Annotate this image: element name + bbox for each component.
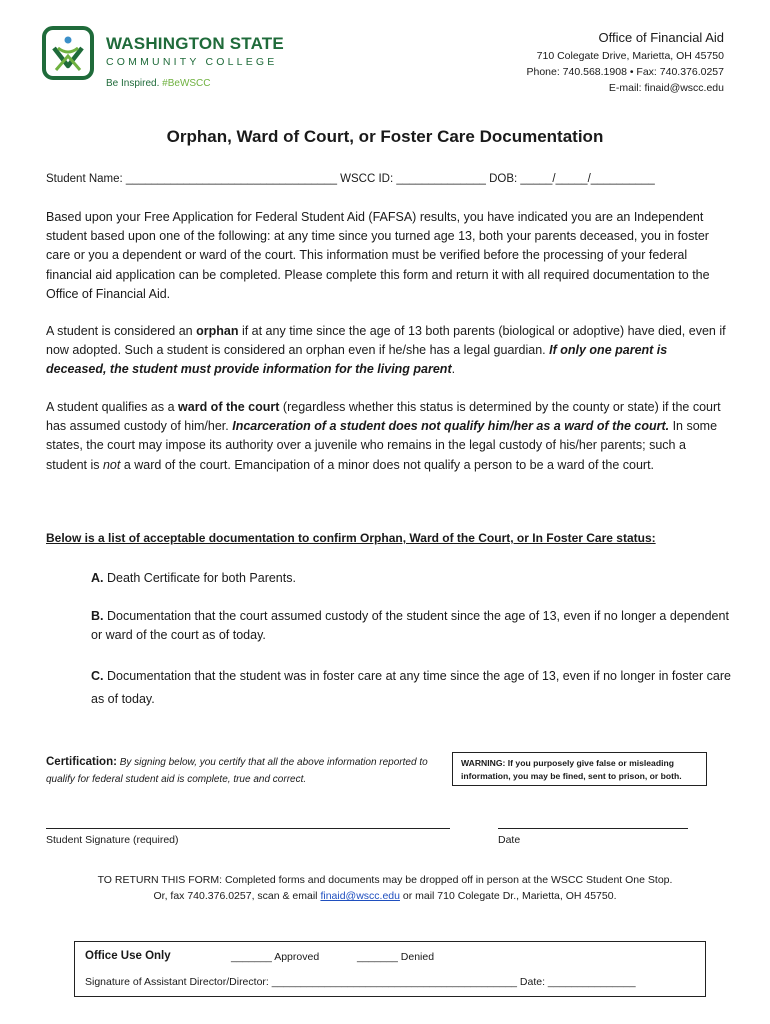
date-line[interactable] [498, 828, 688, 829]
office-email: E-mail: finaid@wscc.edu [608, 82, 724, 94]
ward-text-3: In some states, the court may impose its authority over a juvenile who remains in the legal custody of his/her parents; such a student is [46, 419, 718, 472]
ward-text-2: (regardless whether this status is determined by the county or state) if the court has assumed custody of him/her. [46, 400, 721, 434]
certification-statement [46, 754, 446, 788]
tagline [106, 78, 211, 89]
date-label: Date [498, 834, 521, 846]
tagline-text: Be Inspired. [106, 78, 163, 89]
list-item [91, 569, 731, 588]
school-name: WASHINGTON STATE [106, 34, 284, 53]
student-info-fields: Student Name: _________________________________ WSCC ID: ______________ DOB: _____/_____/__________ [46, 173, 655, 185]
list-item-text: Documentation that the court assumed custody of the student since the age of 13, even if no longer a dependent or ward of the court as of today. [91, 609, 729, 642]
office-name: Office of Financial Aid [598, 30, 724, 45]
certification-text: By signing below, you certify that all the above information reported to qualify for federal student aid is complete, true and correct. [46, 757, 428, 785]
office-use-title: Office Use Only [85, 950, 171, 962]
ward-emphasis: Incarceration of a student does not qualify him/her as a ward of the court. [232, 419, 670, 434]
ward-paragraph [46, 398, 730, 475]
orphan-text-3: . [451, 362, 456, 377]
warning-box: WARNING: If you purposely give false or misleading information, you may be fined, sent to prison, or both. [452, 752, 707, 786]
office-use-box [74, 941, 706, 997]
denied-field[interactable]: _______ Denied [357, 951, 435, 963]
list-item [91, 607, 731, 645]
signature-line[interactable] [46, 828, 450, 829]
return-instructions-line1: TO RETURN THIS FORM: Completed forms and documents may be dropped off in person at the WSCC Student One Stop. [97, 874, 673, 886]
tagline-hashtag: #BeWSCC [162, 78, 211, 89]
director-signature-field[interactable]: Signature of Assistant Director/Director: __________________________________________ Date: _______________ [85, 976, 636, 988]
list-item-letter: B. [91, 609, 104, 623]
email-link[interactable]: finaid@wscc.edu [320, 890, 400, 902]
orphan-paragraph [46, 322, 730, 380]
return-text-b: or mail 710 Colegate Dr., Marietta, OH 45750. [399, 890, 617, 902]
office-address: 710 Colegate Drive, Marietta, OH 45750 [536, 50, 724, 62]
page-title: Orphan, Ward of Court, or Foster Care Documentation [166, 127, 604, 146]
list-item-letter: C. [91, 669, 104, 683]
ward-term: ward of the court [178, 400, 280, 414]
orphan-emphasis: If only one parent is deceased, the student must provide information for the living parent [46, 343, 668, 377]
certification-label: Certification: [46, 756, 117, 768]
approved-field[interactable]: _______ Approved [231, 951, 320, 963]
orphan-text-1: A student is considered an [46, 324, 197, 338]
list-item-text: Documentation that the student was in foster care at any time since the age of 13, even if no longer in foster care as of today. [91, 669, 731, 706]
list-item-letter: A. [91, 571, 104, 585]
orphan-term: orphan [196, 324, 239, 338]
school-subname: COMMUNITY COLLEGE [106, 56, 278, 68]
office-phone-fax: Phone: 740.568.1908 • Fax: 740.376.0257 [526, 66, 724, 78]
return-text-a: Or, fax 740.376.0257, scan & email [153, 890, 321, 902]
intro-paragraph: Based upon your Free Application for Federal Student Aid (FAFSA) results, you have indicated you are an Independent student based upon one of the following: at any time since you turned age 13, both your parents deceased, you in foster care or you a dependent or ward of the court. This information must be verified before the processing of your federal financial aid application can be completed. Please complete this form and return it with all required documentation to the Office of Financial Aid. [46, 210, 710, 301]
return-instructions-line2 [0, 888, 770, 905]
orphan-text-2: if at any time since the age of 13 both parents (biological or adoptive) have died, even if now adopted. Such a student is considered an orphan even if he/she has a legal guardian. [46, 324, 726, 358]
list-item-text: Death Certificate for both Parents. [103, 571, 296, 585]
ward-text-4: a ward of the court. Emancipation of a minor does not qualify a person to be a ward of the court. [120, 457, 655, 472]
ward-text-1: A student qualifies as a [46, 400, 179, 414]
signature-label: Student Signature (required) [46, 834, 179, 846]
documentation-heading: Below is a list of acceptable documentation to confirm Orphan, Ward of the Court, or In Foster Care status: [46, 531, 656, 545]
ward-not: not [102, 457, 121, 472]
list-item [91, 665, 731, 711]
